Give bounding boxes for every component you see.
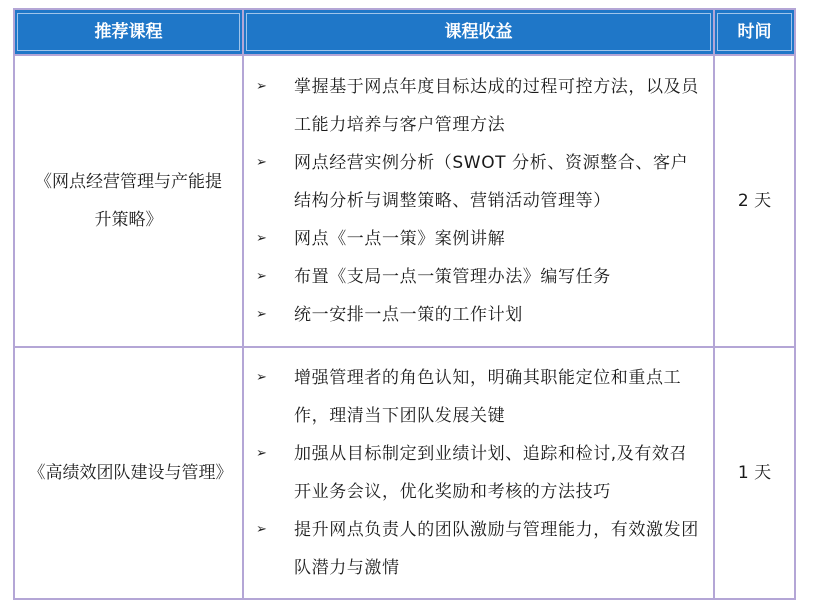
course-cell bbox=[14, 55, 243, 347]
header-time bbox=[714, 9, 795, 55]
arrowhead-bullet-icon: ➢ bbox=[256, 370, 268, 385]
benefit-text: 网点《一点一策》案例讲解 bbox=[294, 229, 506, 249]
list-item bbox=[256, 511, 703, 587]
header-course bbox=[14, 9, 243, 55]
arrowhead-bullet-icon: ➢ bbox=[256, 269, 268, 284]
list-item bbox=[256, 144, 703, 220]
benefit-text: 网点经营实例分析（SWOT 分析、资源整合、客户结构分析与调整策略、营销活动管理等） bbox=[294, 153, 689, 211]
course-name: 《网点经营管理与产能提升策略》 bbox=[35, 172, 222, 230]
time-value: 2 天 bbox=[737, 191, 772, 211]
benefit-text: 统一安排一点一策的工作计划 bbox=[294, 305, 523, 325]
table-header-row bbox=[14, 9, 795, 55]
list-item bbox=[256, 258, 703, 296]
list-item bbox=[256, 68, 703, 144]
course-table bbox=[13, 8, 796, 600]
header-benefit bbox=[243, 9, 714, 55]
table-row bbox=[14, 55, 795, 347]
course-cell bbox=[14, 347, 243, 599]
arrowhead-bullet-icon: ➢ bbox=[256, 307, 268, 322]
arrowhead-bullet-icon: ➢ bbox=[256, 231, 268, 246]
time-cell bbox=[714, 55, 795, 347]
benefit-text: 布置《支局一点一策管理办法》编写任务 bbox=[294, 267, 611, 287]
benefit-text: 掌握基于网点年度目标达成的过程可控方法，以及员工能力培养与客户管理方法 bbox=[294, 77, 699, 135]
header-benefit-label: 课程收益 bbox=[246, 13, 711, 51]
benefit-list bbox=[256, 359, 703, 587]
benefit-cell bbox=[243, 55, 714, 347]
benefit-text: 提升网点负责人的团队激励与管理能力，有效激发团队潜力与激情 bbox=[294, 520, 699, 578]
benefit-list bbox=[256, 68, 703, 334]
arrowhead-bullet-icon: ➢ bbox=[256, 155, 268, 170]
table-row bbox=[14, 347, 795, 599]
time-value: 1 天 bbox=[737, 463, 772, 483]
course-table-container bbox=[13, 8, 794, 600]
arrowhead-bullet-icon: ➢ bbox=[256, 522, 268, 537]
arrowhead-bullet-icon: ➢ bbox=[256, 79, 268, 94]
benefit-cell bbox=[243, 347, 714, 599]
list-item bbox=[256, 296, 703, 334]
header-time-label: 时间 bbox=[717, 13, 792, 51]
course-name: 《高绩效团队建设与管理》 bbox=[28, 463, 233, 483]
benefit-text: 加强从目标制定到业绩计划、追踪和检讨,及有效召开业务会议，优化奖励和考核的方法技巧 bbox=[294, 444, 688, 502]
header-course-label: 推荐课程 bbox=[17, 13, 240, 51]
list-item bbox=[256, 359, 703, 435]
list-item bbox=[256, 435, 703, 511]
benefit-text: 增强管理者的角色认知，明确其职能定位和重点工作，理清当下团队发展关键 bbox=[294, 368, 682, 426]
list-item bbox=[256, 220, 703, 258]
arrowhead-bullet-icon: ➢ bbox=[256, 446, 268, 461]
time-cell bbox=[714, 347, 795, 599]
